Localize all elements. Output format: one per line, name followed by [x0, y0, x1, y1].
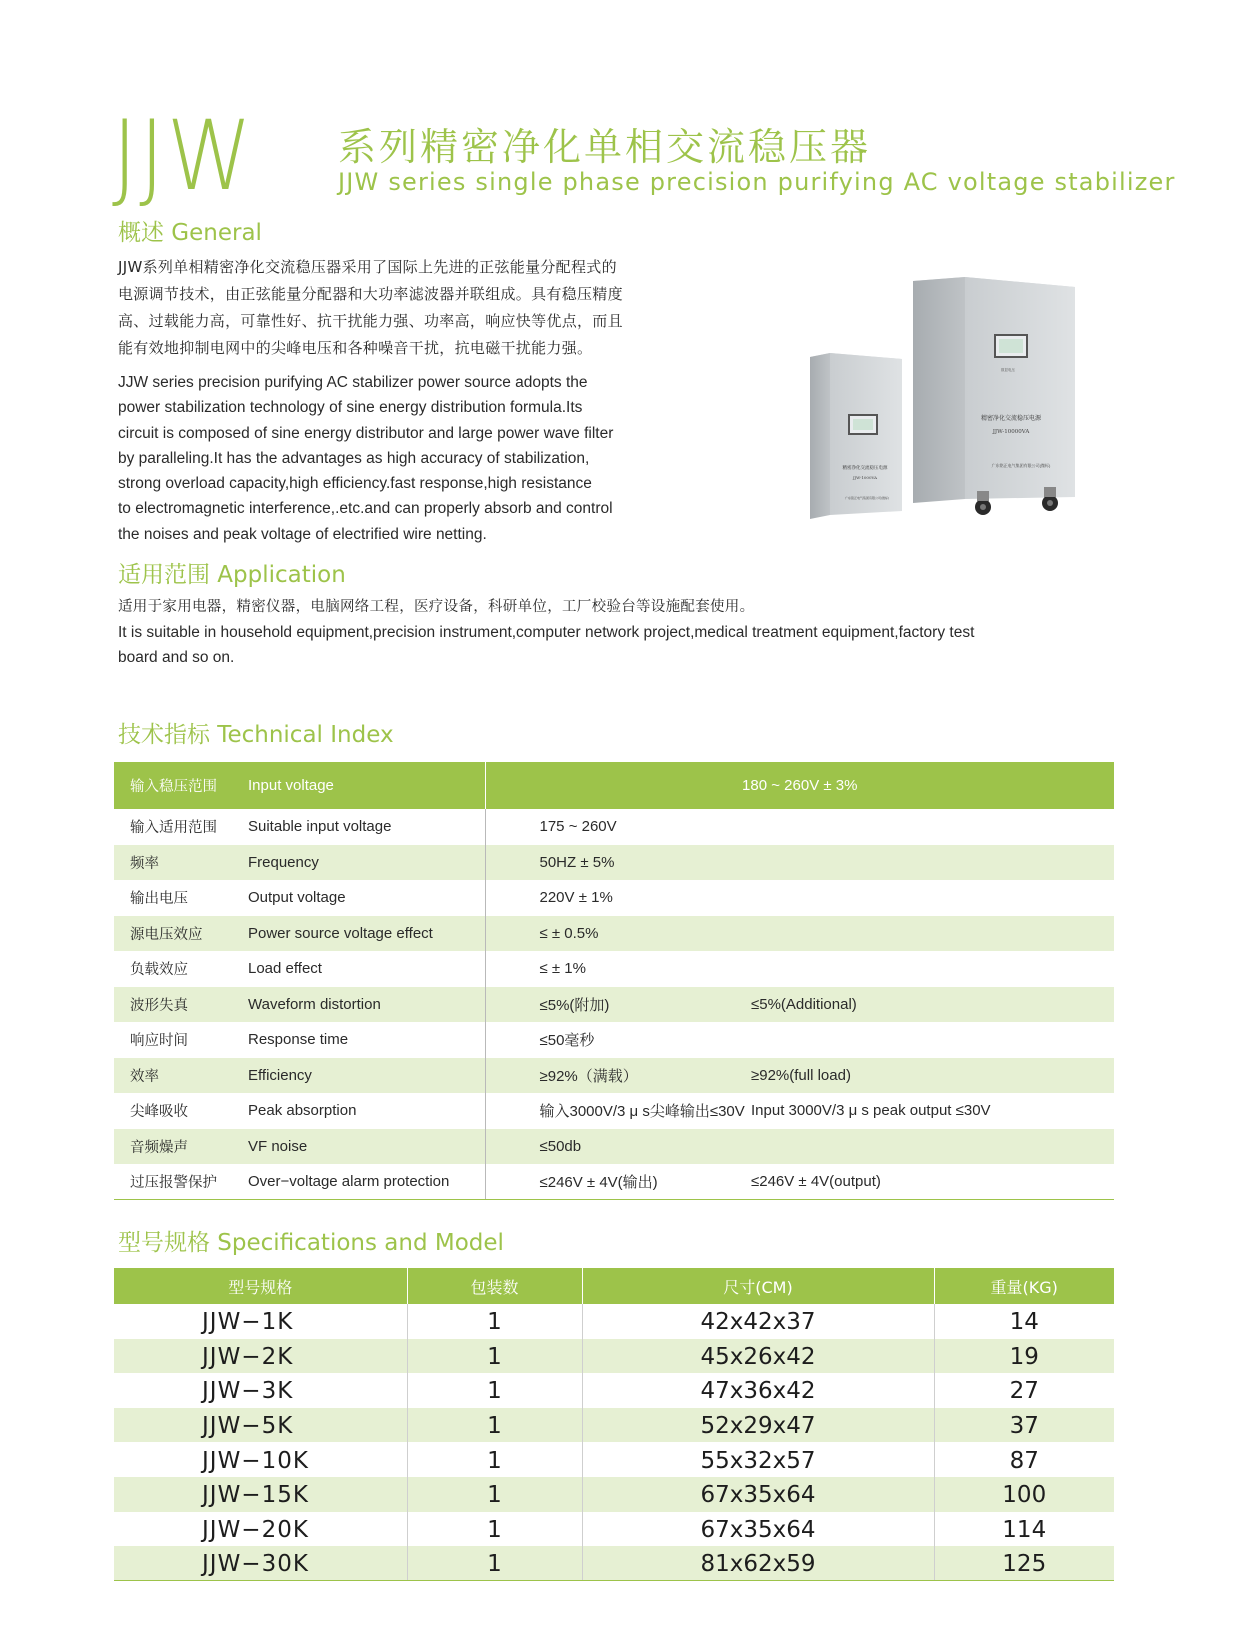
- general-en-line: circuit is composed of sine energy distributor and large power wave filter: [118, 424, 614, 442]
- column-header-size: 尺寸(CM): [582, 1268, 934, 1304]
- table-cell-en: Suitable input voltage: [242, 809, 485, 845]
- column-header-qty: 包装数: [407, 1268, 582, 1304]
- table-cell-value: ≤ ± 0.5%: [485, 916, 747, 952]
- table-cell-cn: 输入适用范围: [130, 820, 217, 837]
- table-cell-value: 50HZ ± 5%: [485, 845, 747, 881]
- table-cell-value: 220V ± 1%: [539, 889, 613, 907]
- table-cell-value-en: [747, 1022, 1114, 1058]
- spec-weight: 27: [1009, 1378, 1039, 1405]
- product-image: [810, 275, 1095, 535]
- table-cell-value: ≤50毫秒: [539, 1032, 595, 1050]
- general-cn-text: [118, 254, 623, 362]
- table-cell-value: ≤5%(附加): [485, 987, 747, 1023]
- technical-index-table: [114, 762, 1114, 1200]
- table-row: [114, 1408, 1114, 1443]
- spec-weight: 19: [934, 1339, 1114, 1374]
- table-cell-value: ≥92%（满载）: [485, 1058, 747, 1094]
- table-cell-value-en: [747, 809, 1114, 845]
- table-cell-cn: 频率: [114, 845, 242, 881]
- spec-qty: 1: [407, 1546, 582, 1581]
- general-cn-line: 能有效地抑制电网中的尖峰电压和各种噪音干扰，抗电磁干扰能力强。: [118, 339, 593, 357]
- table-cell-cn: 输入稳压范围: [114, 762, 242, 809]
- table-row: [114, 809, 1114, 845]
- spec-model: JJW−10K: [114, 1442, 407, 1477]
- table-cell-cn: 负载效应: [130, 962, 188, 979]
- table-row: [114, 1373, 1114, 1408]
- spec-model: JJW−5K: [114, 1408, 407, 1443]
- small-unit-maker: 广东铭正电气集团有限公司(微标): [845, 496, 889, 500]
- spec-model: JJW−15K: [114, 1477, 407, 1512]
- table-row: [114, 1546, 1114, 1581]
- table-row: [114, 1093, 1114, 1129]
- table-row: [114, 1022, 1114, 1058]
- spec-size: 55x32x57: [582, 1442, 934, 1477]
- general-en-line: JJW series precision purifying AC stabilizer power source adopts the: [118, 374, 588, 391]
- column-header-weight: 重量(KG): [934, 1268, 1114, 1304]
- spec-qty: 1: [407, 1477, 582, 1512]
- application-en-text: [118, 620, 974, 670]
- large-display-caption: 数显电压: [1001, 368, 1015, 372]
- spec-model: JJW−2K: [114, 1339, 407, 1374]
- spec-model: JJW−1K: [114, 1304, 407, 1339]
- table-cell-en: Frequency: [242, 845, 485, 881]
- spec-model: JJW−3K: [114, 1373, 407, 1408]
- application-en-line: It is suitable in household equipment,precision instrument,computer network project,medical treatment equipment,factory test: [118, 624, 975, 641]
- table-cell-value-en: [747, 916, 1114, 952]
- table-row: [114, 1164, 1114, 1200]
- page-title-cn: 系列精密净化单相交流稳压器: [338, 125, 872, 169]
- table-cell-en: Efficiency: [242, 1058, 485, 1094]
- general-cn-line: JJW系列单相精密净化交流稳压器采用了国际上先进的正弦能量分配程式的: [118, 258, 617, 276]
- spec-size: 42x42x37: [582, 1304, 934, 1339]
- table-cell-en: VF noise: [242, 1129, 485, 1165]
- spec-weight: 114: [1002, 1516, 1047, 1543]
- table-header-row: [114, 1268, 1114, 1304]
- table-cell-en: Output voltage: [242, 880, 485, 916]
- general-en-line: the noises and peak voltage of electrified wire netting.: [118, 525, 487, 543]
- general-en-line: to electromagnetic interference,.etc.and can properly absorb and control: [118, 500, 613, 518]
- spec-qty: 1: [407, 1408, 582, 1443]
- general-heading: 概述 General: [118, 220, 262, 246]
- table-cell-cn: 响应时间: [130, 1033, 188, 1050]
- table-cell-value-en: ≤5%(Additional): [747, 987, 1114, 1023]
- column-header-model: 型号规格: [114, 1268, 407, 1304]
- table-cell-cn: 效率: [114, 1058, 242, 1094]
- table-row: [114, 916, 1114, 952]
- table-cell-value: 输入3000V/3 μ s尖峰输出≤30V: [539, 1103, 745, 1121]
- table-cell-value-en: [747, 845, 1114, 881]
- brand-logo: JJW: [112, 100, 254, 212]
- small-stabilizer-unit: [810, 353, 902, 519]
- large-unit-model: JJW-10000VA: [992, 429, 1030, 435]
- table-cell-value-en: ≤246V ± 4V(output): [747, 1164, 1114, 1200]
- table-cell-cn: 源电压效应: [114, 916, 242, 952]
- spec-weight: 37: [934, 1408, 1114, 1443]
- spec-size: 52x29x47: [582, 1408, 934, 1443]
- spec-qty: 1: [407, 1373, 582, 1408]
- table-cell-en: Peak absorption: [242, 1093, 485, 1129]
- technical-heading: 技术指标 Technical Index: [118, 722, 394, 748]
- general-cn-line: 电源调节技术，由正弦能量分配器和大功率滤波器并联组成。具有稳压精度: [118, 285, 623, 303]
- table-cell-en: Response time: [242, 1022, 485, 1058]
- application-en-line: board and so on.: [118, 649, 235, 666]
- general-en-line: by paralleling.It has the advantages as high accuracy of stabilization,: [118, 449, 590, 467]
- table-cell-value: ≤246V ± 4V(输出): [485, 1164, 747, 1200]
- table-cell-cn: 输出电压: [130, 891, 188, 908]
- table-cell-value-en: ≥92%(full load): [747, 1058, 1114, 1094]
- spec-size: 47x36x42: [582, 1373, 934, 1408]
- table-header-row: [114, 762, 1114, 809]
- spec-qty: 1: [407, 1304, 582, 1339]
- spec-weight: 87: [1009, 1447, 1039, 1474]
- table-row: [114, 1442, 1114, 1477]
- general-en-text: [118, 370, 613, 547]
- application-heading: 适用范围 Application: [118, 562, 346, 588]
- general-en-line: power stabilization technology of sine energy distribution formula.Its: [118, 399, 583, 417]
- page-title-en: JJW series single phase precision purifying AC voltage stabilizer: [338, 168, 1176, 196]
- table-cell-value: ≤ ± 1%: [539, 960, 586, 978]
- table-row: [114, 1477, 1114, 1512]
- spec-size: 81x62x59: [582, 1546, 934, 1581]
- table-cell-value: 180 ~ 260V ± 3%: [485, 762, 1114, 809]
- table-cell-en: Power source voltage effect: [242, 916, 485, 952]
- small-unit-model: JJW-1000VA: [852, 475, 878, 480]
- spec-qty: 1: [407, 1339, 582, 1374]
- spec-qty: 1: [407, 1442, 582, 1477]
- table-row: [114, 1129, 1114, 1165]
- table-cell-cn: 尖峰吸收: [130, 1104, 188, 1121]
- table-cell-cn: 音频燥声: [114, 1129, 242, 1165]
- spec-qty: 1: [407, 1512, 582, 1547]
- table-cell-value-en: [747, 880, 1114, 916]
- general-cn-line: 高、过载能力高，可靠性好、抗干扰能力强、功率高，响应快等优点，而且: [118, 312, 623, 330]
- table-cell-value-en: Input 3000V/3 μ s peak output ≤30V: [751, 1102, 991, 1120]
- table-row: [114, 1058, 1114, 1094]
- large-unit-maker: 广东铭正电气集团有限公司(微标): [991, 463, 1051, 468]
- table-cell-value: ≤50db: [485, 1129, 747, 1165]
- small-unit-label: 精密净化交流稳压电源: [842, 466, 888, 471]
- table-cell-cn: 波形失真: [114, 987, 242, 1023]
- table-row: [114, 1304, 1114, 1339]
- table-cell-en: Waveform distortion: [242, 987, 485, 1023]
- large-unit-label: 精密净化交流稳压电源: [980, 415, 1042, 422]
- spec-size: 67x35x64: [582, 1512, 934, 1547]
- specs-table: [114, 1268, 1114, 1581]
- table-row: [114, 951, 1114, 987]
- table-row: [114, 845, 1114, 881]
- table-cell-cn: 过压报警保护: [114, 1164, 242, 1200]
- spec-weight: 14: [1009, 1309, 1039, 1336]
- table-cell-en: Over−voltage alarm protection: [242, 1164, 485, 1200]
- spec-model: JJW−30K: [114, 1546, 407, 1581]
- table-cell-en: Load effect: [242, 951, 485, 987]
- spec-size: 45x26x42: [582, 1339, 934, 1374]
- table-row: [114, 1339, 1114, 1374]
- table-cell-value: 175 ~ 260V: [539, 818, 617, 836]
- spec-model: JJW−20K: [114, 1512, 407, 1547]
- table-row: [114, 987, 1114, 1023]
- large-stabilizer-unit: [913, 277, 1075, 515]
- table-row: [114, 1512, 1114, 1547]
- spec-size: 67x35x64: [582, 1477, 934, 1512]
- specs-heading: 型号规格 Specifications and Model: [118, 1230, 504, 1256]
- table-cell-value-en: [747, 951, 1114, 987]
- spec-weight: 100: [934, 1477, 1114, 1512]
- spec-weight: 125: [934, 1546, 1114, 1581]
- table-row: [114, 880, 1114, 916]
- general-en-line: strong overload capacity,high efficiency.fast response,high resistance: [118, 475, 592, 493]
- table-cell-en: Input voltage: [242, 762, 485, 809]
- application-cn-text: 适用于家用电器，精密仪器，电脑网络工程，医疗设备，科研单位，工厂校验台等设施配套使用。: [118, 599, 755, 615]
- table-cell-value-en: [747, 1129, 1114, 1165]
